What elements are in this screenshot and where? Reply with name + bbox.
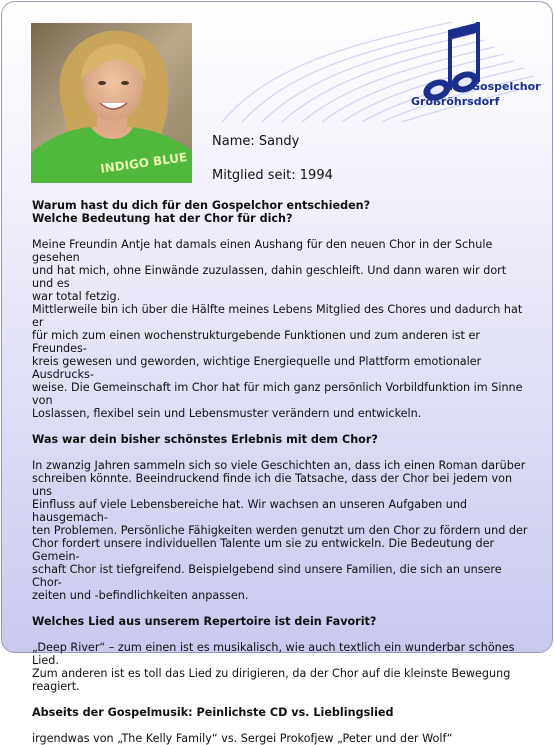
- logo-line1: Gospelchor: [471, 80, 541, 93]
- question-2: Was war dein bisher schönstes Erlebnis mit dem Chor?: [32, 433, 378, 446]
- answer-3-line-3: reagiert.: [32, 680, 80, 693]
- question-4: Abseits der Gospelmusik: Peinlichste CD vs. Lieblingslied: [32, 706, 394, 719]
- answer-4-line-1: irgendwas von „The Kelly Family“ vs. Sergei Prokofjew „Peter und der Wolf“: [32, 732, 453, 745]
- question-1-line-1: Warum hast du dich für den Gospelchor entschieden?: [32, 199, 371, 212]
- answer-1-line-6: kreis gewesen und geworden, wichtige Energiequelle und Plattform emotionaler Ausdrucks-: [32, 355, 482, 381]
- profile-card: [1, 1, 553, 745]
- answer-1-line-4: Mittlerweile bin ich über die Hälfte meines Lebens Mitglied des Chores und dadurch hat er: [32, 303, 523, 329]
- answer-1-line-5: für mich zum einen wochenstrukturgebende Funktionen und zum anderen ist er Freundes-: [32, 329, 480, 355]
- answer-2-line-2: schreiben könnte. Beeindruckend finde ich die Tatsache, dass der Chor bei jedem von uns: [32, 472, 513, 498]
- question-3: Welches Lied aus unserem Repertoire ist dein Favorit?: [32, 615, 377, 628]
- answer-1-line-7: weise. Die Gemeinschaft im Chor hat für mich ganz persönlich Vorbildfunktion im Sinne von: [32, 381, 523, 407]
- answer-2-line-6: schaft Chor ist tiefgreifend. Beispielgebend sind unsere Familien, die sich an unsere Chor-: [32, 563, 502, 589]
- answer-2-line-4: ten Problemen. Persönliche Fähigkeiten werden genutzt um den Chor zu fördern und der: [32, 524, 528, 537]
- answer-2-line-5: Chor fordert unsere individuellen Talente um sie zu entwickeln. Die Bedeutung der Gemein-: [32, 537, 495, 563]
- interview-content: [32, 199, 528, 745]
- answer-3-line-1: „Deep River“ – zum einen ist es musikalisch, wie auch textlich ein wunderbar schönes Lied.: [32, 641, 515, 667]
- member-since: Mitglied seit: 1994: [212, 168, 333, 183]
- answer-2-line-1: In zwanzig Jahren sammeln sich so viele Geschichten an, dass ich einen Roman darüber: [32, 459, 526, 472]
- member-photo: [31, 23, 192, 183]
- logo-line2: Großröhrsdorf: [411, 95, 500, 108]
- choir-logo: [397, 20, 547, 120]
- answer-1-line-2: und hat mich, ohne Einwände zuzulassen, dahin geschleift. Und dann waren wir dort und es: [32, 264, 507, 290]
- answer-3-line-2: Zum anderen ist es toll das Lied zu dirigieren, da der Chor auf die kleinste Bewegung: [32, 667, 511, 680]
- answer-1-line-8: Loslassen, flexibel sein und Lebensmuster verändern und entwickeln.: [32, 407, 422, 420]
- shirt-text: INDIGO BLUE: [99, 149, 189, 176]
- question-1-line-2: Welche Bedeutung hat der Chor für dich?: [32, 212, 293, 225]
- member-name: Name: Sandy: [212, 134, 300, 149]
- answer-1-line-1: Meine Freundin Antje hat damals einen Aushang für den neuen Chor in der Schule gesehen: [32, 238, 493, 264]
- answer-2-line-7: zeiten und -befindlichkeiten anpassen.: [32, 589, 249, 602]
- answer-1-line-3: war total fetzig.: [32, 290, 121, 303]
- answer-2-line-3: Einfluss auf viele Lebensbereiche hat. Wir wachsen an unseren Aufgaben und hausgemach-: [32, 498, 468, 524]
